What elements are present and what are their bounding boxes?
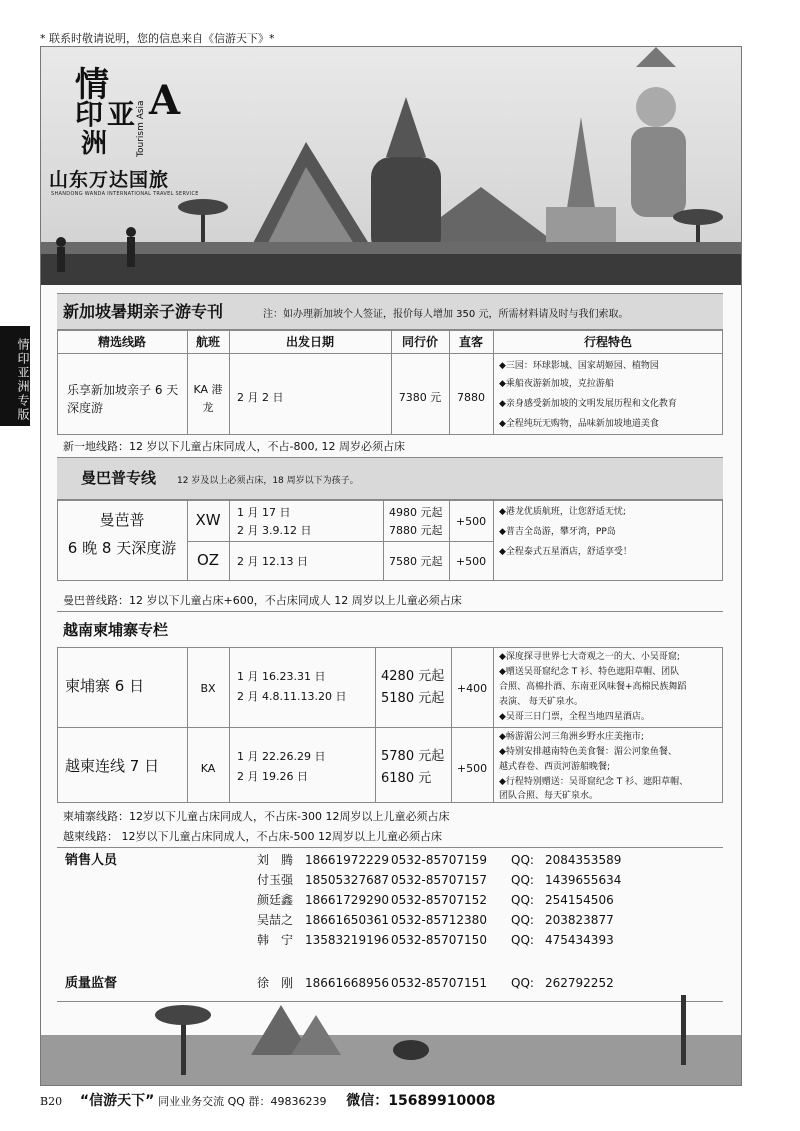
vietnam-date: 2 月 4.8.11.13.20 日 [237, 690, 347, 703]
vietnam-price: 5780 元起 [381, 749, 445, 764]
mengbapu-route: 曼芭普 [99, 511, 145, 529]
sales-tel: 0532-85707157 [391, 873, 487, 887]
singapore-feature: ◆亲身感受新加坡的文明发展历程和文化教育 [499, 399, 677, 409]
vietnam-feature: ◆畅游湄公河三角洲乡野水庄美拖市; [499, 732, 644, 742]
sales-qq-label: QQ: [511, 913, 534, 927]
singapore-title: 新加坡暑期亲子游专刊 [63, 302, 224, 321]
mengbapu-price: 4980 元起 [389, 506, 443, 519]
sales-mobile: 13583219196 [305, 933, 389, 947]
singapore-note: 注：如办理新加坡个人签证，报价每人增加 350 元，所需材料请及时与我们索取。 [263, 309, 629, 320]
sales-label: 销售人员 [65, 853, 118, 868]
vietnam-feature: ◆特别安排越南特色美食餐：湄公河象鱼餐、 [499, 747, 677, 757]
mengbapu-title: 曼巴普专线 [81, 469, 157, 487]
top-note: * 联系时敬请说明，您的信息来自《信游天下》* [40, 32, 275, 45]
vietnam-feature: ◆赠送吴哥窟纪念 T 衫、特色遮阳草帽、团队 [499, 667, 680, 677]
qa-label: 质量监督 [65, 976, 118, 991]
vietnam-feature: 表演、 每天矿泉水。 [499, 697, 583, 707]
divider [383, 499, 384, 581]
divider [187, 541, 493, 542]
singapore-feature: ◆全程纯玩无购物，品味新加坡地道美食 [499, 419, 659, 429]
vietnam-feature: ◆深度探寻世界七大奇观之一的大、小吴哥窟; [499, 652, 680, 662]
vietnam-title: 越南柬埔寨专栏 [63, 621, 169, 639]
vietnam-route: 越柬连线 7 日 [65, 757, 160, 775]
sales-qq: 475434393 [545, 933, 614, 947]
footer [40, 1090, 742, 1110]
vietnam-date: 1 月 16.23.31 日 [237, 670, 326, 683]
logo-char-2: 印 [75, 98, 104, 131]
sales-qq: 1439655634 [545, 873, 622, 887]
vietnam-feature: 团队合照、每天矿泉水。 [499, 791, 599, 801]
sales-tel: 0532-85707159 [391, 853, 487, 867]
vietnam-flight: KA [200, 762, 216, 775]
vietnam-footnote: 柬埔寨线路：12岁以下儿童占床同成人，不占床-300 12周岁以上儿童必须占床 [63, 810, 450, 823]
side-tab: 情印亚洲专版 [0, 326, 30, 426]
singapore-route: 乐享新加坡亲子 6 天深度游 [67, 383, 179, 415]
sales-mobile: 18661729290 [305, 893, 389, 907]
sales-qq-label: QQ: [511, 893, 534, 907]
mengbapu-route: 6 晚 8 天深度游 [67, 539, 177, 557]
vietnam-date: 2 月 19.26 日 [237, 770, 308, 783]
singapore-date: 2 月 2 日 [237, 391, 284, 404]
mengbapu-price: 7880 元起 [389, 524, 443, 537]
sales-qq: 203823877 [545, 913, 614, 927]
col-header: 航班 [195, 335, 220, 349]
logo-char-1: 情 [75, 65, 109, 105]
mengbapu-plus: +500 [455, 555, 487, 568]
divider [493, 499, 494, 581]
sales-tel: 0532-85707152 [391, 893, 487, 907]
logo-char-4: 洲 [81, 129, 108, 159]
divider [187, 647, 188, 803]
mengbapu-header [57, 457, 723, 501]
sales-mobile: 18505327687 [305, 873, 389, 887]
vietnam-route: 柬埔寨 6 日 [65, 677, 145, 695]
vietnam-feature: ◆行程特别赠送：吴哥窟纪念 T 衫、遮阳草帽、 [499, 777, 689, 787]
divider [57, 727, 723, 728]
banner [41, 47, 741, 285]
sales-qq-label: QQ: [511, 853, 534, 867]
mengbapu-feature: ◆普吉全岛游，攀牙湾，PP岛 [499, 527, 616, 537]
divider [187, 499, 188, 581]
sales-name: 韩 宁 [257, 933, 294, 947]
vietnam-flight: BX [200, 682, 216, 695]
sales-tel: 0532-85712380 [391, 913, 487, 927]
singapore-direct-price: 7880 [457, 391, 485, 404]
qa-tel: 0532-85707151 [391, 976, 487, 990]
col-header: 出发日期 [285, 335, 334, 349]
qa-qq-label: QQ: [511, 976, 534, 990]
divider [229, 647, 230, 803]
footer-group: 同业业务交流 QQ 群：49836239 [158, 1095, 327, 1108]
vietnam-date: 1 月 22.26.29 日 [237, 750, 326, 763]
brand-name: 山东万达国旅 [49, 169, 170, 191]
logo-english: Tourism Asia [136, 100, 146, 157]
vietnam-feature: ◆吴哥三日门票，全程当地四星酒店。 [499, 712, 650, 722]
sales-name: 付玉强 [257, 873, 294, 887]
bottom-scenery [41, 995, 741, 1085]
logo-char-a: A [149, 77, 181, 124]
vietnam-plus: +500 [456, 762, 488, 775]
qa-name: 徐 刚 [257, 976, 294, 990]
col-header: 直客 [458, 335, 483, 349]
singapore-footnote: 新一地线路：12 岁以下儿童占床同成人，不占-800, 12 周岁必须占床 [63, 440, 405, 453]
sales-name: 颜廷鑫 [257, 893, 294, 907]
mengbapu-feature: ◆港龙优质航班，让您舒适无忧; [499, 507, 626, 517]
singapore-flight: KA 港龙 [193, 383, 223, 414]
vietnam-feature: 合照、高棉扑酒、东南亚风味餐+高棉民族舞蹈 [499, 682, 687, 692]
footer-page: B20 [40, 1095, 63, 1108]
vietnam-price: 4280 元起 [381, 669, 445, 684]
footer-wechat-label: 微信： [346, 1093, 389, 1109]
sales-qq-label: QQ: [511, 873, 534, 887]
vietnam-footnote: 越柬线路： 12岁以下儿童占床同成人，不占床-500 12周岁以上儿童必须占床 [63, 830, 442, 843]
singapore-peer-price: 7380 元 [398, 391, 442, 404]
sales-mobile: 18661650361 [305, 913, 389, 927]
divider [229, 499, 230, 581]
sales-mobile: 18661972229 [305, 853, 389, 867]
col-header: 行程特色 [583, 335, 632, 349]
mengbapu-date: 1 月 17 日 [237, 506, 291, 519]
page-frame [40, 46, 742, 1086]
vietnam-price: 6180 元 [381, 771, 432, 786]
vietnam-plus: +400 [456, 682, 488, 695]
footer-brand: “信游天下” [79, 1093, 155, 1109]
divider [493, 647, 494, 803]
mengbapu-footnote: 曼巴普线路：12 岁以下儿童占床+600，不占床同成人 12 周岁以上儿童必须占床 [63, 594, 462, 607]
sales-qq-label: QQ: [511, 933, 534, 947]
mengbapu-note: 12 岁及以上必须占床，18 周岁以下为孩子。 [177, 476, 359, 486]
vietnam-price: 5180 元起 [381, 691, 445, 706]
divider [451, 647, 452, 803]
divider [57, 353, 723, 354]
col-header: 同行价 [401, 335, 438, 349]
sales-name: 刘 腾 [257, 853, 294, 867]
mengbapu-date: 2 月 12.13 日 [237, 555, 308, 568]
brand-english: SHANDONG WANDA INTERNATIONAL TRAVEL SERVICE [51, 191, 199, 197]
mengbapu-feature: ◆全程泰式五星酒店，舒适享受！ [499, 547, 632, 557]
mengbapu-plus: +500 [455, 515, 487, 528]
logo-char-3: 亚 [107, 98, 136, 131]
qa-mobile: 18661668956 [305, 976, 389, 990]
mengbapu-price: 7580 元起 [389, 555, 443, 568]
sales-name: 吴喆之 [257, 913, 294, 927]
sales-tel: 0532-85707150 [391, 933, 487, 947]
vietnam-feature: 越式春卷、西贡河游船晚餐; [499, 762, 611, 772]
singapore-feature: ◆三园：环球影城、国家胡姬园、植物园 [499, 361, 659, 371]
mengbapu-date: 2 月 3.9.12 日 [237, 524, 312, 537]
sales-qq: 2084353589 [545, 853, 622, 867]
footer-wechat: 15689910008 [388, 1093, 496, 1109]
divider [57, 847, 723, 848]
mengbapu-flight: XW [195, 511, 221, 529]
sales-qq: 254154506 [545, 893, 614, 907]
singapore-feature: ◆乘船夜游新加坡，克拉游船 [499, 379, 614, 389]
mengbapu-flight: OZ [196, 551, 220, 569]
col-header: 精选线路 [97, 335, 146, 349]
qa-qq: 262792252 [545, 976, 614, 990]
divider [57, 611, 723, 612]
divider [375, 647, 376, 803]
